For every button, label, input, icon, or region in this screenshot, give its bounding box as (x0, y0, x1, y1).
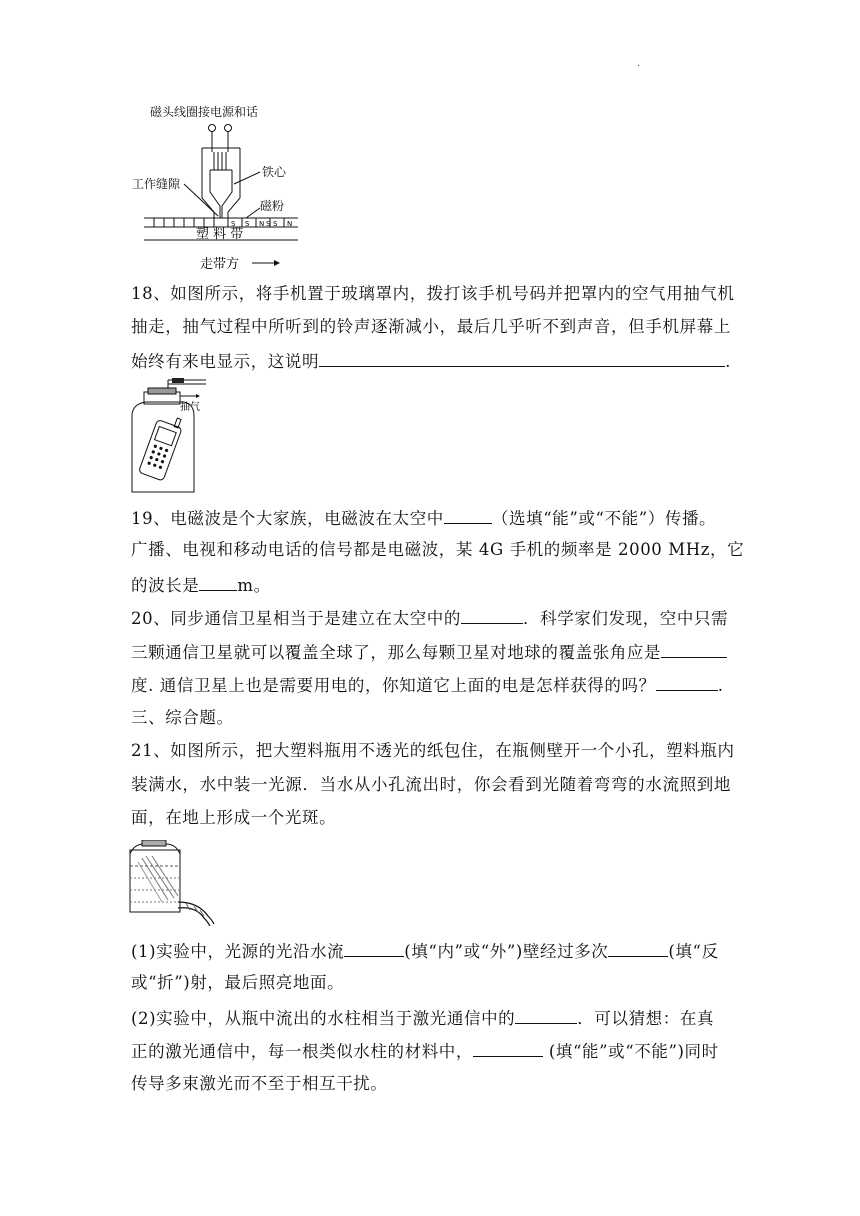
bell-jar-figure (128, 378, 208, 496)
fig17-tape-label: 塑 料 带 (196, 227, 244, 242)
q19-line-3-text-b: m。 (237, 576, 271, 595)
water-bottle-figure (128, 840, 218, 926)
q18-line-2: 抽走，抽气过程中所听到的铃声逐渐减小，最后几乎听不到声音，但手机屏幕上 (131, 317, 731, 336)
section-3-title: 三、综合题。 (131, 708, 234, 727)
q19-answer-blank-1 (444, 506, 492, 524)
q20-line-3-text-b: . (717, 676, 724, 695)
q18-answer-blank (319, 349, 725, 367)
q20-line-3 (131, 673, 731, 697)
q19-answer-blank-2 (199, 573, 237, 591)
q19-line-1-text-a: 19、电磁波是个大家族，电磁波在太空中 (131, 509, 444, 528)
q18-line-3-text: 始终有来电显示，这说明 (131, 352, 320, 371)
q21-answer-blank-4 (473, 1039, 543, 1057)
q18-line-3 (131, 349, 731, 373)
fig17-gap-label: 工作缝隙 (132, 177, 181, 191)
q21-part1-line-2: 或“折”)射，最后照亮地面。 (131, 973, 345, 992)
fig17-powder-label: 磁粉 (260, 199, 285, 213)
q21-part1-text-b: (填“内”或“外”)壁经过多次 (404, 942, 609, 961)
tape-mark: S (245, 220, 250, 228)
q21-part2-line-3: 传导多束激光而不至于相互干扰。 (131, 1074, 388, 1093)
fig17-direction-label: 走带方 (200, 257, 240, 272)
q21-part2-line-2-text-a: 正的激光通信中，每一根类似水柱的材料中， (131, 1042, 473, 1061)
q21-part2-line-2-text-b: (填“能”或“不能”)同时 (543, 1042, 719, 1061)
q21-part2-line-1 (131, 1006, 731, 1030)
tape-mark: S (273, 220, 278, 228)
q18-line-3-end: . (725, 352, 731, 371)
q21-line-3: 面，在地上形成一个光斑。 (131, 808, 337, 827)
q21-part1-line-1 (131, 939, 731, 963)
tape-mark: S (231, 220, 236, 228)
q20-answer-blank-1 (461, 606, 523, 624)
q21-part2-line-2 (131, 1039, 731, 1063)
q20-answer-blank-3 (656, 673, 718, 691)
fig17-core-label: 铁心 (262, 165, 287, 179)
fig17-title: 磁头线圈接电源和话 (150, 105, 259, 119)
header-mark: . (637, 58, 641, 69)
q19-line-1-text-b: （选填“能”或“不能”）传播。 (491, 509, 717, 528)
q21-line-2: 装满水，水中装一光源．当水从小孔流出时，你会看到光随着弯弯的水流照到地 (131, 775, 731, 794)
q21-part2-text-b: ．可以猜想：在真 (577, 1009, 715, 1028)
q19-line-1 (131, 506, 731, 530)
q20-line-1 (131, 606, 731, 630)
q19-line-3-text-a: 的波长是 (131, 576, 200, 595)
q20-line-3-text-a: 度. 通信卫星上也是需要用电的，你知道它上面的电是怎样获得的吗？ (131, 676, 656, 695)
q20-line-1-text-a: 20、同步通信卫星相当于是建立在太空中的 (131, 609, 461, 628)
q19-line-2: 广播、电视和移动电话的信号都是电磁波，某 4G 手机的频率是 2000 MHz，它 (131, 540, 745, 559)
magnetic-head-figure (128, 100, 308, 275)
q20-answer-blank-2 (661, 640, 727, 658)
q20-line-2 (131, 640, 731, 664)
q21-part1-text-a: (1)实验中，光源的光沿水流 (131, 942, 345, 961)
tape-mark: N (259, 220, 265, 228)
q21-answer-blank-1 (344, 939, 404, 957)
q20-line-2-text: 三颗通信卫星就可以覆盖全球了，那么每颗卫星对地球的覆盖张角应是 (131, 643, 662, 662)
q18-line-1: 18、如图所示，将手机置于玻璃罩内，拨打该手机号码并把罩内的空气用抽气机 (131, 284, 735, 303)
q21-answer-blank-2 (608, 939, 668, 957)
q21-part2-text-a: (2)实验中，从瓶中流出的水柱相当于激光通信中的 (131, 1009, 516, 1028)
q19-line-3 (131, 573, 731, 597)
q21-part1-text-c: (填“反 (668, 942, 719, 961)
tape-mark: N (287, 220, 293, 228)
q21-answer-blank-3 (515, 1006, 577, 1024)
q20-line-1-text-b: ．科学家们发现，空中只需 (523, 609, 729, 628)
q21-line-1: 21、如图所示，把大塑料瓶用不透光的纸包住，在瓶侧壁开一个小孔，塑料瓶内 (131, 741, 735, 760)
tape-mark: S (266, 220, 271, 228)
fig18-pump-label: 抽气 (180, 402, 200, 413)
